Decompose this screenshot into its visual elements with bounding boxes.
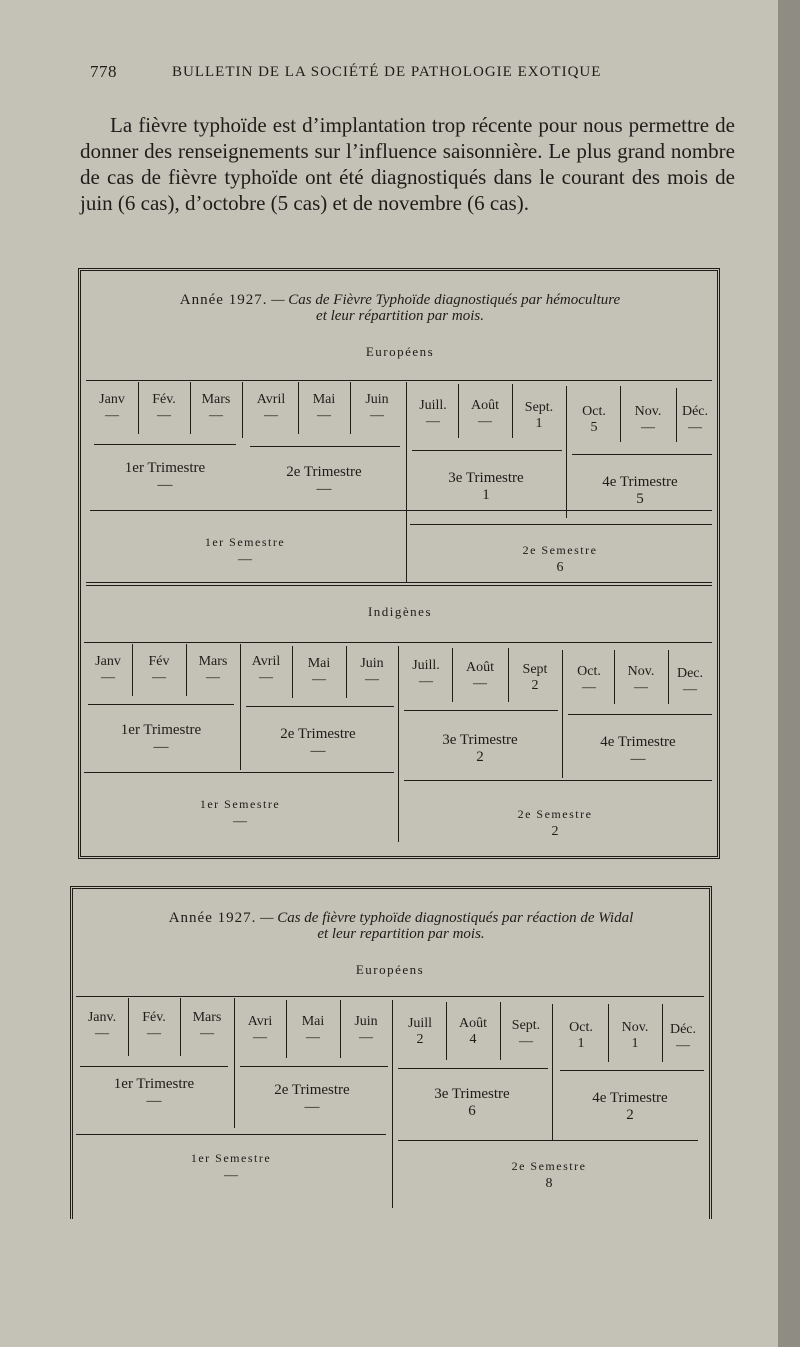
cell-label: Déc.	[669, 1022, 697, 1037]
cell-label: —	[157, 477, 173, 493]
rule	[404, 710, 558, 711]
cell-label: 2e Trimestre	[280, 726, 356, 742]
cell-label: Janv	[95, 654, 121, 669]
t1-eu-month-cell	[676, 404, 714, 436]
cell-label: Mai	[307, 656, 331, 671]
cell-value: —	[306, 1030, 320, 1045]
cell-label: Oct.	[577, 664, 601, 679]
cell-value: 1	[577, 1036, 585, 1051]
table1-europeens-title: Européens	[365, 344, 435, 359]
cell-value: 2	[551, 824, 559, 839]
t1-in-trimestre-cell	[564, 734, 712, 768]
cell-label: Sept	[522, 662, 548, 677]
cell-label: 3e Trimestre	[434, 1086, 510, 1102]
table2-caption	[96, 910, 706, 942]
t2-eu-trimestre-cell	[76, 1076, 232, 1110]
table1-indigenes-title: Indigènes	[367, 604, 433, 619]
cell-label: 1er Trimestre	[124, 460, 206, 476]
cell-value: 2	[531, 678, 539, 693]
cell-label: Juill	[407, 1016, 433, 1031]
cell-label: Mars	[201, 392, 231, 407]
t1-eu-month-cell	[568, 404, 620, 436]
cell-value: 5	[590, 420, 598, 435]
cell-value: —	[365, 672, 379, 687]
cell-label: Fév	[148, 654, 170, 669]
cell-label: Juill.	[419, 398, 447, 413]
body-paragraph: La fièvre typhoïde est d’implantation trop récente pour nous permettre de donner des renseignements sur l’influence saisonnière. Le plus grand nombre de cas de fièvre typhoïde ont été diagnostiqués dans le courant des mois de juin (6 cas), d’octobre (5 cas) et de novembre (6 cas).	[80, 113, 735, 215]
cell-label: Janv	[99, 392, 125, 407]
cell-label: 1er Trimestre	[113, 1076, 195, 1092]
rule	[88, 704, 234, 705]
t1-eu-month-cell	[86, 392, 138, 424]
cell-label: Août	[471, 398, 499, 413]
cell-label: 1er Semestre	[204, 535, 286, 549]
cell-value: 1	[631, 1036, 639, 1051]
cell-value: —	[157, 408, 171, 423]
cell-value: —	[152, 670, 166, 685]
rule	[80, 1066, 228, 1067]
t1-eu-trimestre-cell	[244, 464, 404, 498]
cell-label: Avril	[251, 654, 281, 669]
cell-value: —	[95, 1026, 109, 1041]
t2-eu-trimestre-cell	[234, 1082, 390, 1116]
t1-eu-trimestre-cell	[568, 474, 712, 508]
cell-label: 1er Trimestre	[120, 722, 202, 738]
rule	[76, 1134, 386, 1135]
page-edge	[778, 0, 800, 1347]
cell-label: 6	[468, 1103, 476, 1119]
t1-in-month-cell	[186, 654, 240, 686]
t1-in-trimestre-cell	[84, 722, 238, 756]
cell-value: —	[582, 680, 596, 695]
table2-europeens-title: Européens	[355, 962, 425, 977]
cell-label: Juin	[354, 1014, 378, 1029]
cell-label: 2e Semestre	[511, 1159, 587, 1173]
rule	[94, 444, 236, 445]
cell-label: —	[630, 751, 646, 767]
t1-in-month-cell	[240, 654, 292, 686]
rule	[392, 1000, 393, 1208]
cell-label: 2e Trimestre	[286, 464, 362, 480]
t2-eu-month-cell	[554, 1020, 608, 1052]
rule	[562, 650, 563, 778]
cell-value: 2	[416, 1032, 424, 1047]
running-title: BULLETIN DE LA SOCIÉTÉ DE PATHOLOGIE EXOTIQUE	[172, 64, 602, 80]
page-number: 778	[90, 62, 117, 81]
rule	[240, 1066, 388, 1067]
cell-value: —	[370, 408, 384, 423]
cell-value: —	[317, 408, 331, 423]
cell-label: Mai	[312, 392, 336, 407]
cell-label: Sept.	[524, 400, 554, 415]
cell-value: —	[101, 670, 115, 685]
cell-value: 4	[469, 1032, 477, 1047]
cell-label: 1er Semestre	[190, 1151, 272, 1165]
cell-value: —	[683, 682, 697, 697]
rule	[398, 1140, 698, 1141]
cell-value: —	[264, 408, 278, 423]
cell-label: 2e Semestre	[517, 807, 593, 821]
t1-eu-trimestre-cell	[408, 470, 564, 504]
cell-label: —	[304, 1099, 320, 1115]
cell-label: —	[146, 1093, 162, 1109]
rule	[404, 780, 712, 781]
t2-eu-month-cell	[128, 1010, 180, 1042]
rule	[412, 450, 562, 451]
cell-label: Mai	[301, 1014, 325, 1029]
cell-label: 2	[626, 1107, 634, 1123]
cell-value: 1	[535, 416, 543, 431]
t2-eu-trimestre-cell	[556, 1090, 704, 1124]
cell-label: —	[316, 481, 332, 497]
cell-label: Fév.	[142, 1010, 166, 1025]
cell-label: Fév.	[152, 392, 176, 407]
cell-label: 2	[476, 749, 484, 765]
rule	[398, 646, 399, 842]
cell-label: Sept.	[511, 1018, 541, 1033]
t2-eu-month-cell	[394, 1016, 446, 1048]
cell-value: —	[238, 552, 252, 567]
cell-value: —	[641, 420, 655, 435]
table1-caption-lead: Année 1927.	[179, 292, 268, 308]
rule	[86, 582, 712, 586]
t2-eu-semestre-cell	[394, 1158, 704, 1192]
t1-in-month-cell	[84, 654, 132, 686]
table1-caption-rest: — Cas de Fièvre Typhoïde diagnostiqués par hémoculture	[271, 292, 621, 308]
cell-label: 3e Trimestre	[442, 732, 518, 748]
t2-eu-month-cell	[500, 1018, 552, 1050]
t1-eu-trimestre-cell	[90, 460, 240, 494]
cell-value: —	[519, 1034, 533, 1049]
cell-value: —	[105, 408, 119, 423]
cell-value: —	[259, 670, 273, 685]
t2-eu-month-cell	[180, 1010, 234, 1042]
t1-in-semestre-cell	[84, 796, 396, 830]
t1-in-month-cell	[668, 666, 712, 698]
cell-value: —	[359, 1030, 373, 1045]
cell-label: Nov.	[634, 404, 662, 419]
t1-in-month-cell	[132, 654, 186, 686]
rule	[84, 642, 712, 643]
cell-value: —	[426, 414, 440, 429]
t1-in-trimestre-cell	[240, 726, 396, 760]
t1-in-month-cell	[614, 664, 668, 696]
cell-value: —	[200, 1026, 214, 1041]
cell-label: Mars	[198, 654, 228, 669]
t2-eu-month-cell	[662, 1022, 704, 1054]
table2-caption-line2: et leur repartition par mois.	[317, 926, 485, 942]
cell-value: —	[209, 408, 223, 423]
cell-label: Oct.	[569, 1020, 593, 1035]
cell-label: Janv.	[87, 1010, 117, 1025]
rule	[568, 714, 712, 715]
cell-value: —	[419, 674, 433, 689]
table1-caption-line2: et leur répartition par mois.	[316, 308, 484, 324]
cell-label: 4e Trimestre	[602, 474, 678, 490]
cell-value: —	[478, 414, 492, 429]
rule	[86, 380, 712, 381]
t1-in-month-cell	[452, 660, 508, 692]
t1-eu-month-cell	[244, 392, 298, 424]
t1-eu-month-cell	[298, 392, 350, 424]
t2-eu-month-cell	[446, 1016, 500, 1048]
t2-eu-semestre-cell	[76, 1150, 386, 1184]
cell-value: —	[676, 1038, 690, 1053]
t1-in-month-cell	[508, 662, 562, 694]
rule	[552, 1004, 553, 1140]
t1-in-semestre-cell	[400, 806, 710, 840]
table2-caption-lead: Année 1927.	[168, 910, 257, 926]
t1-eu-semestre-cell	[90, 534, 400, 568]
t2-eu-month-cell	[340, 1014, 392, 1046]
cell-label: 1	[482, 487, 490, 503]
cell-label: Août	[466, 660, 494, 675]
cell-label: Avril	[256, 392, 286, 407]
cell-value: —	[233, 814, 247, 829]
table2-caption-rest: — Cas de fièvre typhoïde diagnostiqués par réaction de Widal	[260, 910, 634, 926]
t1-in-month-cell	[346, 656, 398, 688]
cell-label: Août	[459, 1016, 487, 1031]
cell-label: Juin	[360, 656, 384, 671]
cell-label: Avri	[247, 1014, 273, 1029]
cell-label: 2e Trimestre	[274, 1082, 350, 1098]
rule	[84, 772, 394, 773]
cell-value: —	[206, 670, 220, 685]
t1-eu-semestre-cell	[410, 542, 710, 576]
rule	[572, 454, 712, 455]
cell-label: Juin	[365, 392, 389, 407]
t1-eu-month-cell	[350, 392, 404, 424]
t1-eu-month-cell	[138, 392, 190, 424]
cell-value: —	[634, 680, 648, 695]
rule	[410, 524, 712, 525]
rule	[246, 706, 394, 707]
cell-label: 4e Trimestre	[600, 734, 676, 750]
table1-caption	[100, 292, 700, 324]
cell-label: 5	[636, 491, 644, 507]
cell-label: Juill.	[412, 658, 440, 673]
t1-in-month-cell	[400, 658, 452, 690]
cell-value: —	[688, 420, 702, 435]
t1-in-month-cell	[564, 664, 614, 696]
cell-value: —	[312, 672, 326, 687]
cell-label: 1er Semestre	[199, 797, 281, 811]
cell-value: 8	[545, 1176, 553, 1191]
cell-label: —	[310, 743, 326, 759]
cell-label: Nov.	[621, 1020, 649, 1035]
t2-eu-month-cell	[286, 1014, 340, 1046]
cell-label: Dec.	[676, 666, 704, 681]
cell-label: Nov.	[627, 664, 655, 679]
rule	[566, 386, 567, 518]
rule	[90, 510, 712, 511]
t1-in-trimestre-cell	[400, 732, 560, 766]
rule	[250, 446, 400, 447]
cell-label: —	[153, 739, 169, 755]
cell-label: Oct.	[582, 404, 606, 419]
cell-label: 4e Trimestre	[592, 1090, 668, 1106]
t1-eu-month-cell	[512, 400, 566, 432]
rule	[406, 382, 407, 582]
cell-label: 3e Trimestre	[448, 470, 524, 486]
cell-value: —	[147, 1026, 161, 1041]
t2-eu-trimestre-cell	[394, 1086, 550, 1120]
cell-label: Mars	[192, 1010, 222, 1025]
cell-value: —	[224, 1168, 238, 1183]
t1-eu-month-cell	[190, 392, 242, 424]
cell-value: —	[473, 676, 487, 691]
t2-eu-month-cell	[608, 1020, 662, 1052]
cell-value: —	[253, 1030, 267, 1045]
t1-in-month-cell	[292, 656, 346, 688]
rule	[398, 1068, 548, 1069]
t1-eu-month-cell	[408, 398, 458, 430]
cell-label: 2e Semestre	[522, 543, 598, 557]
t1-eu-month-cell	[458, 398, 512, 430]
t2-eu-month-cell	[234, 1014, 286, 1046]
cell-label: Déc.	[681, 404, 709, 419]
t2-eu-month-cell	[76, 1010, 128, 1042]
rule	[560, 1070, 704, 1071]
rule	[242, 382, 243, 438]
cell-value: 6	[556, 560, 564, 575]
t1-eu-month-cell	[620, 404, 676, 436]
rule	[76, 996, 704, 997]
